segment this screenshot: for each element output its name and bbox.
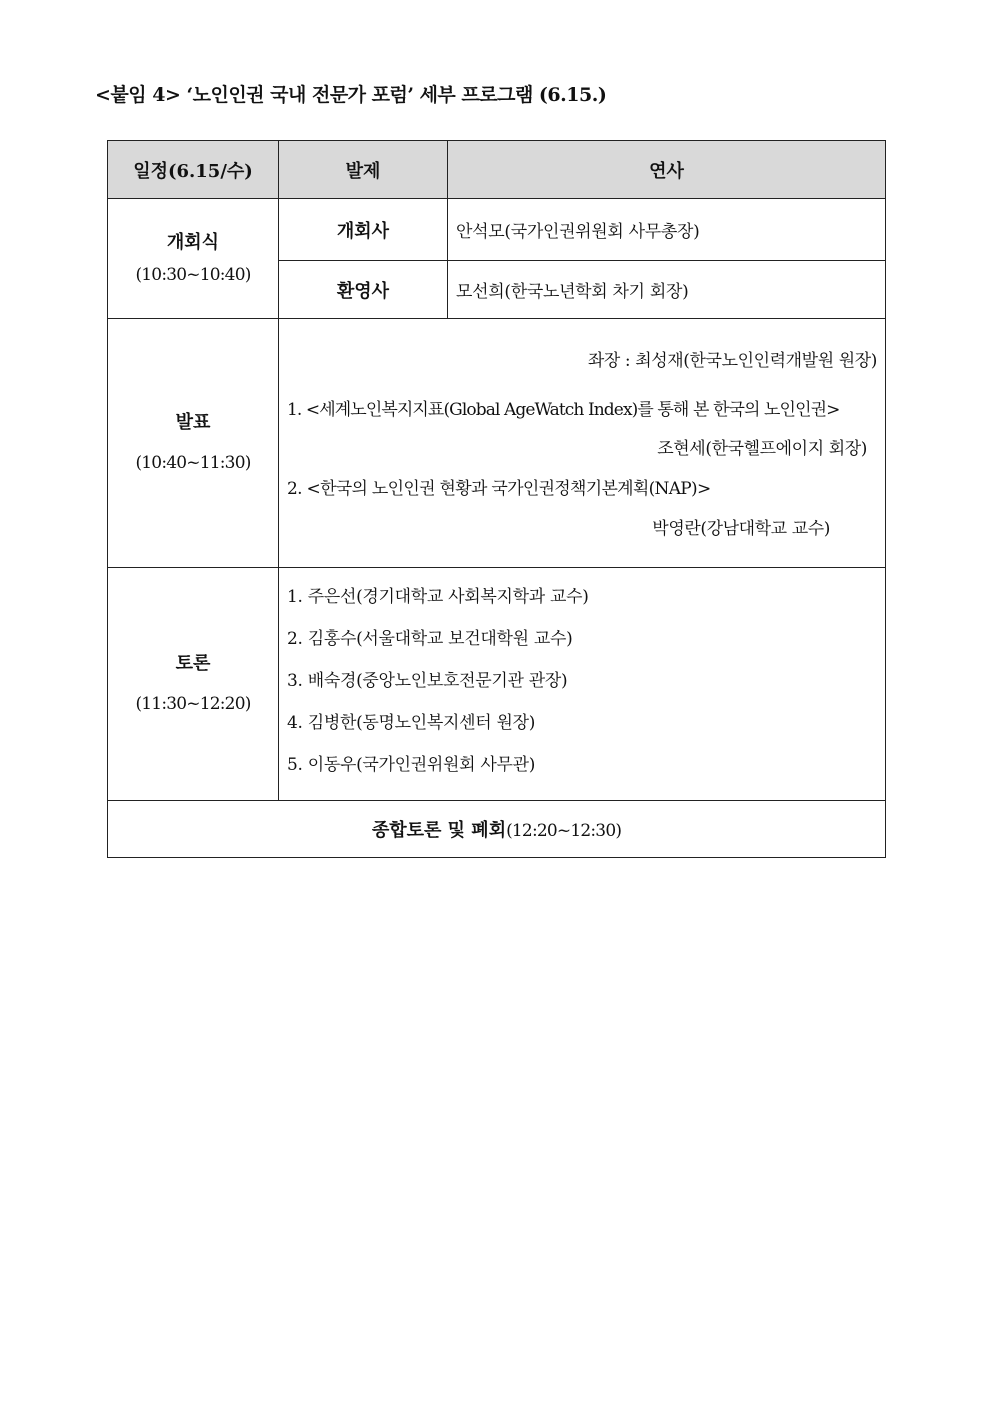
presentation-content-cell	[279, 319, 886, 568]
presentation-session-cell	[108, 319, 279, 568]
opening-role-welcome: 환영사	[279, 261, 448, 319]
table-row-closing	[108, 801, 886, 858]
header-presentation: 발제	[279, 141, 448, 199]
discussion-session-cell	[108, 568, 279, 801]
presentation-chair: 좌장 : 최성재(한국노인인력개발원 원장)	[587, 351, 877, 371]
table-row-presentation	[108, 319, 886, 568]
presentation-talk-1-title: 1. <세계노인복지지표(Global AgeWatch Index)를 통해 본 한국의 노인인권>	[287, 400, 840, 420]
opening-speaker-address: 안석모(국가인권위원회 사무총장)	[448, 199, 886, 261]
opening-session-cell	[108, 199, 279, 319]
list-item: 2. 김홍수(서울대학교 보건대학원 교수)	[287, 629, 573, 649]
table-header-row	[108, 141, 886, 199]
list-item: 1. 주은선(경기대학교 사회복지학과 교수)	[287, 587, 589, 607]
header-speaker: 연사	[448, 141, 886, 199]
closing-time: (12:20~12:30)	[506, 821, 622, 841]
panelist-list	[279, 568, 885, 800]
opening-session-name: 개회식	[166, 231, 220, 253]
table-row-opening-address	[108, 199, 886, 261]
discussion-session-time: (11:30~12:20)	[135, 694, 251, 714]
presentation-session-name: 발표	[175, 412, 211, 433]
opening-session-time: (10:30~10:40)	[135, 264, 251, 285]
list-item: 4. 김병한(동명노인복지센터 원장)	[287, 713, 536, 733]
discussion-session-name: 토론	[175, 653, 211, 674]
list-item: 3. 배숙경(중앙노인보호전문기관 관장)	[287, 671, 568, 691]
closing-cell	[108, 801, 886, 858]
presentation-session-time: (10:40~11:30)	[135, 453, 251, 473]
opening-role-address: 개회사	[279, 199, 448, 261]
opening-speaker-welcome: 모선희(한국노년학회 차기 회장)	[448, 261, 886, 319]
closing-label: 종합토론 및 폐회	[371, 820, 507, 841]
presentation-talk-1-speaker: 조현세(한국헬프에이지 회장)	[657, 439, 867, 459]
presentation-talk-2-title: 2. <한국의 노인인권 현황과 국가인권정책기본계획(NAP)>	[287, 479, 711, 499]
discussion-content-cell	[279, 568, 886, 801]
presentation-talk-2-speaker: 박영란(강남대학교 교수)	[652, 519, 830, 539]
program-table	[107, 140, 886, 858]
document-title: <붙임 4> ‘노인인권 국내 전문가 포럼’ 세부 프로그램 (6.15.)	[95, 84, 607, 106]
list-item: 5. 이동우(국가인권위원회 사무관)	[287, 755, 536, 775]
table-row-discussion	[108, 568, 886, 801]
header-schedule: 일정(6.15/수)	[108, 141, 279, 199]
